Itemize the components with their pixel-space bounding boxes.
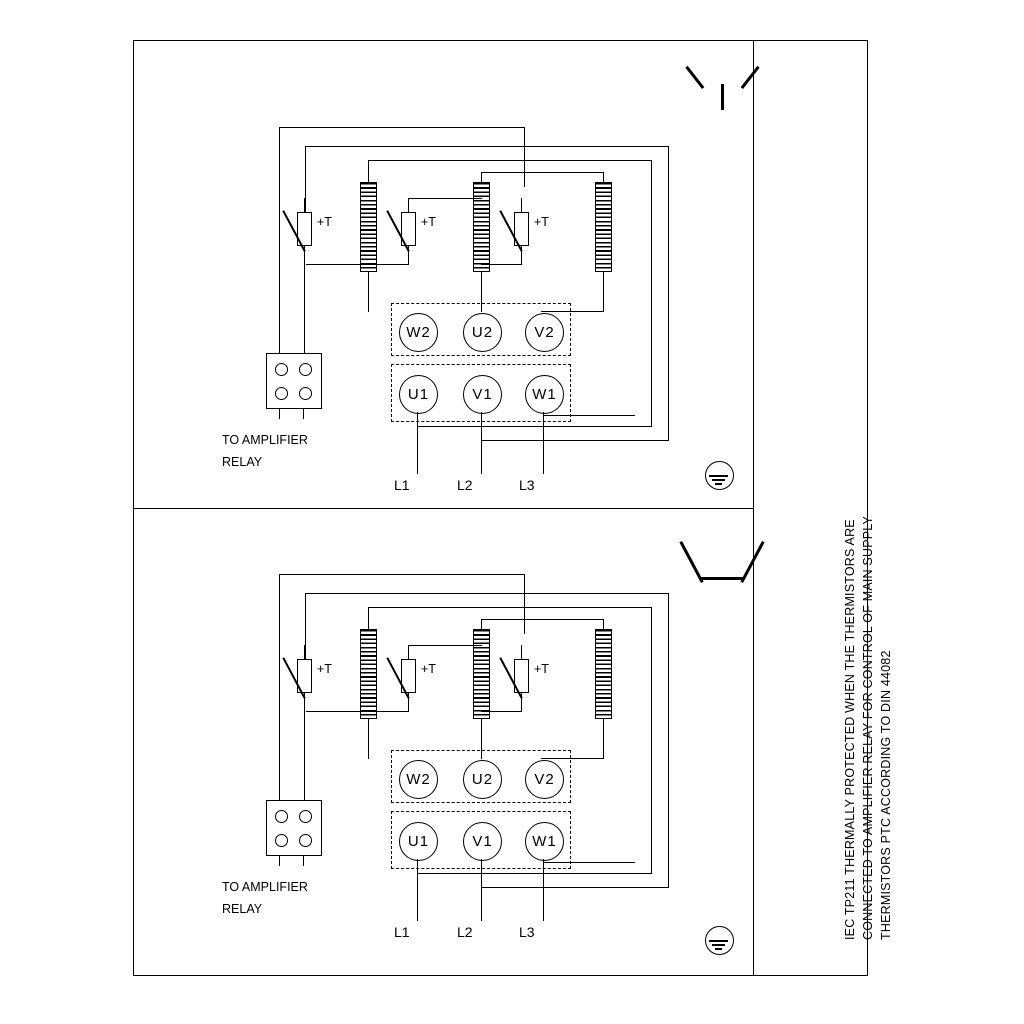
wire [651, 160, 652, 426]
wire [543, 415, 635, 416]
wire [279, 856, 280, 866]
wire [603, 272, 604, 311]
wire [368, 160, 651, 161]
wire [408, 198, 482, 199]
wire [521, 246, 522, 264]
thermistor-symbol [401, 659, 416, 693]
wire [603, 619, 604, 629]
phase-label-l3: L3 [519, 477, 535, 493]
wire [408, 246, 409, 264]
wire [651, 607, 652, 873]
wire [304, 198, 305, 212]
wire [279, 574, 525, 575]
terminal-v2[interactable]: V2 [525, 313, 564, 352]
wire [279, 669, 280, 803]
terminal-v1[interactable]: V1 [463, 822, 502, 861]
wire [481, 619, 603, 620]
thermistor-label: +T [421, 662, 436, 676]
thermistor-symbol [514, 659, 529, 693]
wire [303, 409, 304, 419]
winding-coil [360, 182, 377, 272]
wire [417, 873, 652, 874]
side-note-line-2: CONNECTED TO AMPLIFIER RELAY FOR CONTROL OF MAIN SUPPLY [861, 515, 875, 940]
wire [368, 160, 369, 182]
thermistor-symbol [514, 212, 529, 246]
wire [368, 272, 369, 312]
thermistor-label: +T [534, 662, 549, 676]
terminal-w2[interactable]: W2 [399, 760, 438, 799]
terminal-v1[interactable]: V1 [463, 375, 502, 414]
wire [481, 887, 669, 888]
wire [279, 409, 280, 419]
wire [306, 264, 409, 265]
panel-star [0, 0, 753, 508]
wire [408, 693, 409, 711]
wire [279, 574, 280, 669]
terminal-u2[interactable]: U2 [463, 313, 502, 352]
amplifier-label-line1: TO AMPLIFIER [222, 880, 308, 894]
wire [368, 607, 651, 608]
amplifier-label-line2: RELAY [222, 455, 263, 469]
wire [521, 198, 522, 212]
wire [524, 574, 525, 634]
wire [305, 593, 669, 594]
star-wye-icon [700, 62, 744, 110]
phase-label-l2: L2 [457, 477, 473, 493]
thermistor-symbol [297, 212, 312, 246]
amplifier-label-line1: TO AMPLIFIER [222, 433, 308, 447]
wire [304, 645, 305, 659]
wire [408, 645, 482, 646]
wire [668, 593, 669, 887]
wire [481, 440, 669, 441]
thermistor-label: +T [317, 662, 332, 676]
thermistor-label: +T [317, 215, 332, 229]
amplifier-label-line2: RELAY [222, 902, 263, 916]
winding-coil [595, 629, 612, 719]
side-note-line-1: IEC TP211 THERMALLY PROTECTED WHEN THE THERMISTORS ARE [843, 519, 857, 940]
side-note-block [753, 40, 893, 976]
phase-label-l1: L1 [394, 477, 410, 493]
amplifier-connector-block [266, 800, 322, 856]
amplifier-connector-block [266, 353, 322, 409]
wire [408, 198, 409, 212]
terminal-w2[interactable]: W2 [399, 313, 438, 352]
wire [481, 172, 482, 182]
wire [417, 426, 652, 427]
terminal-u1[interactable]: U1 [399, 822, 438, 861]
winding-coil [473, 629, 490, 719]
wire [303, 856, 304, 866]
wire [481, 172, 603, 173]
terminal-v2[interactable]: V2 [525, 760, 564, 799]
wire [481, 859, 482, 921]
thermistor-symbol [401, 212, 416, 246]
terminal-w1[interactable]: W1 [525, 822, 564, 861]
wire [408, 645, 409, 659]
phase-label-l1: L1 [394, 924, 410, 940]
wire [543, 862, 635, 863]
wire [279, 127, 525, 128]
terminal-u2[interactable]: U2 [463, 760, 502, 799]
wire [304, 693, 305, 803]
wire [305, 146, 669, 147]
wire [603, 172, 604, 182]
side-note-line-3: THERMISTORS PTC ACCORDING TO DIN 44082 [879, 650, 893, 940]
phase-label-l3: L3 [519, 924, 535, 940]
wire [481, 711, 522, 712]
thermistor-label: +T [421, 215, 436, 229]
phase-label-l2: L2 [457, 924, 473, 940]
wire [524, 127, 525, 187]
wire [521, 693, 522, 711]
wire [481, 264, 522, 265]
wire [306, 711, 409, 712]
wire [603, 719, 604, 758]
thermistor-symbol [297, 659, 312, 693]
winding-coil [360, 629, 377, 719]
panel-delta [0, 447, 753, 977]
wire [543, 859, 544, 921]
delta-triangle-icon [698, 537, 746, 581]
earth-ground-icon [703, 925, 737, 959]
terminal-u1[interactable]: U1 [399, 375, 438, 414]
wire [417, 859, 418, 921]
wire [521, 645, 522, 659]
wire [481, 619, 482, 629]
terminal-w1[interactable]: W1 [525, 375, 564, 414]
wire [368, 607, 369, 629]
thermistor-label: +T [534, 215, 549, 229]
winding-coil [595, 182, 612, 272]
wire [279, 222, 280, 356]
wire [368, 719, 369, 759]
winding-coil [473, 182, 490, 272]
wire [279, 127, 280, 222]
wire [668, 146, 669, 440]
wire [304, 246, 305, 356]
